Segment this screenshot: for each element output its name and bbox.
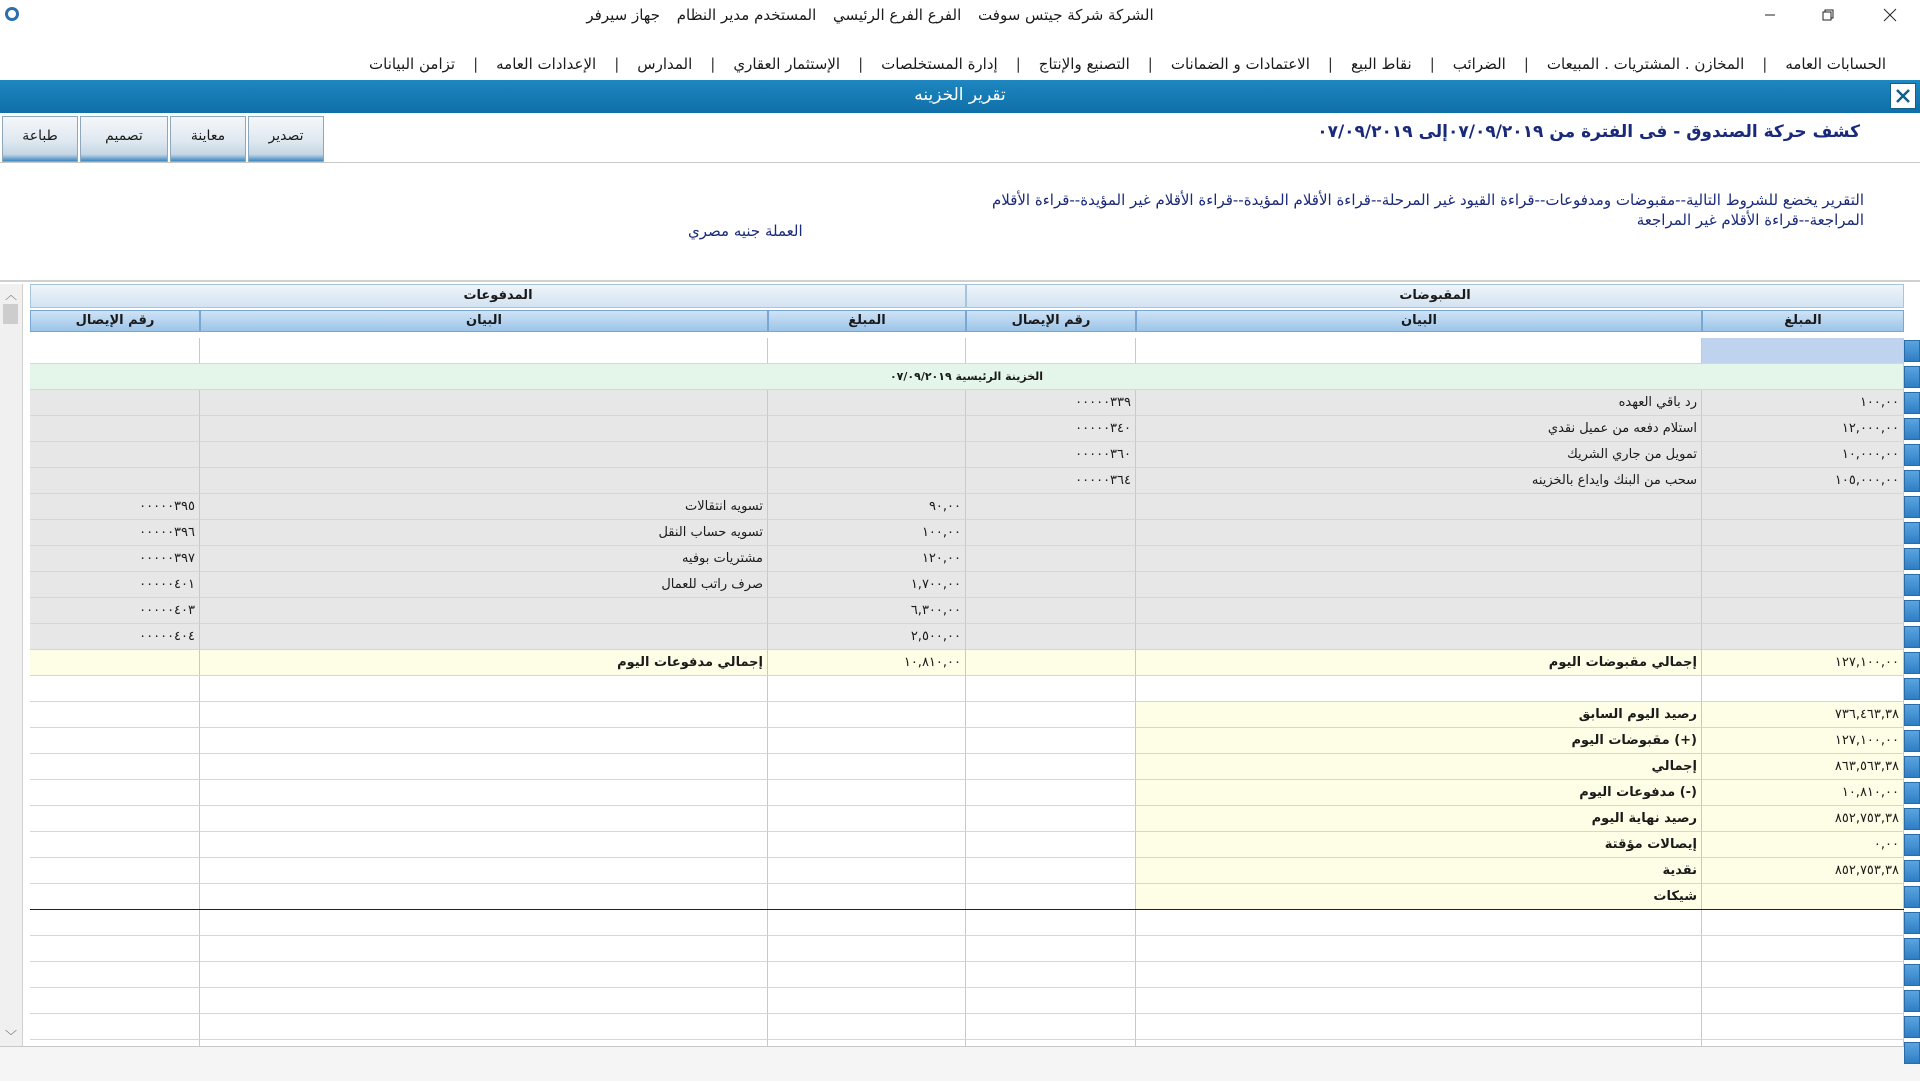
table-row[interactable]	[30, 676, 1904, 702]
row-selector-marker[interactable]	[1904, 808, 1920, 830]
grid-cell	[768, 1014, 966, 1040]
grid-cell	[768, 962, 966, 988]
payment-statement	[200, 598, 768, 624]
row-selector-marker[interactable]	[1904, 678, 1920, 700]
grid-cell	[200, 806, 768, 832]
grid-cell	[30, 676, 200, 702]
grid-cell	[30, 780, 200, 806]
payment-number: ٠٠٠٠٠٣٩٧	[30, 546, 200, 572]
summary-value: ١٠,٨١٠,٠٠	[1702, 780, 1904, 806]
payment-statement: مشتريات بوفيه	[200, 546, 768, 572]
summary-label: نقدية	[1136, 858, 1702, 884]
scroll-thumb[interactable]	[3, 304, 18, 324]
menu-separator: |	[858, 55, 864, 73]
summary-label: (+) مقبوضات اليوم	[1136, 728, 1702, 754]
grid-cell	[768, 936, 966, 962]
summary-label: إجمالي	[1136, 754, 1702, 780]
row-selector-marker[interactable]	[1904, 704, 1920, 726]
row-selector-marker[interactable]	[1904, 1042, 1920, 1064]
payment-statement: تسويه حساب النقل	[200, 520, 768, 546]
summary-value: ٨٦٣,٥٦٣,٣٨	[1702, 754, 1904, 780]
row-selector-marker[interactable]	[1904, 938, 1920, 960]
menu-item[interactable]: المخازن . المشتريات . المبيعات	[1546, 55, 1745, 73]
menu-item[interactable]: الإستثمار العقاري	[733, 55, 841, 73]
summary-value: ٧٣٦,٤٦٣,٣٨	[1702, 702, 1904, 728]
payment-amount: ٢,٥٠٠,٠٠	[768, 624, 966, 650]
grid-cell	[768, 728, 966, 754]
summary-label: إيصالات مؤقتة	[1136, 832, 1702, 858]
payment-amount: ٩٠,٠٠	[768, 494, 966, 520]
row-selector-marker[interactable]	[1904, 418, 1920, 440]
total-payments-value: ١٠,٨١٠,٠٠	[768, 650, 966, 676]
col-receipt-statement[interactable]: البيان	[1136, 310, 1702, 332]
grid-cell	[1702, 624, 1904, 650]
grid-cell	[768, 442, 966, 468]
table-row[interactable]	[30, 390, 1904, 416]
menu-separator: |	[614, 55, 620, 73]
receipt-statement: سحب من البنك وايداع بالخزينه	[1136, 468, 1702, 494]
divider	[0, 280, 1920, 282]
menu-item[interactable]: تزامن البيانات	[369, 55, 456, 73]
status-bar	[0, 1046, 1920, 1081]
table-row[interactable]	[30, 988, 1904, 1014]
grid-cell	[200, 390, 768, 416]
table-row[interactable]	[30, 832, 1904, 858]
grid-cell	[966, 884, 1136, 910]
row-selector-marker[interactable]	[1904, 912, 1920, 934]
treasury-report-grid	[30, 284, 1904, 1046]
summary-value	[1702, 884, 1904, 910]
grid-cell	[1136, 936, 1702, 962]
row-selector-marker[interactable]	[1904, 600, 1920, 622]
row-selector-marker[interactable]	[1904, 730, 1920, 752]
row-selector-marker[interactable]	[1904, 392, 1920, 414]
row-selector-marker[interactable]	[1904, 548, 1920, 570]
grid-cell	[1702, 520, 1904, 546]
grid-cell	[1136, 988, 1702, 1014]
title-branch: الفرع الفرع الرئيسي	[833, 6, 962, 24]
payment-amount: ١٢٠,٠٠	[768, 546, 966, 572]
grid-cell	[200, 1014, 768, 1040]
table-row[interactable]	[30, 598, 1904, 624]
table-row[interactable]	[30, 468, 1904, 494]
close-window-button[interactable]	[1862, 0, 1918, 30]
group-row-label: الخزينة الرئيسية ٠٧/٠٩/٢٠١٩	[30, 364, 1904, 390]
row-selector-marker[interactable]	[1904, 444, 1920, 466]
receipt-number: ٠٠٠٠٠٣٤٠	[966, 416, 1136, 442]
grid-cell	[200, 338, 768, 364]
total-payments-label: إجمالي مدفوعات اليوم	[200, 650, 768, 676]
grid-cell	[200, 962, 768, 988]
payments-section-header: المدفوعات	[30, 284, 966, 308]
grid-cell	[1136, 962, 1702, 988]
minimize-button[interactable]	[1742, 0, 1798, 30]
restore-button[interactable]	[1800, 0, 1856, 30]
grid-cell	[30, 858, 200, 884]
payment-statement: تسويه انتقالات	[200, 494, 768, 520]
grid-cell	[30, 650, 200, 676]
row-selector-marker[interactable]	[1904, 834, 1920, 856]
grid-cell	[1702, 338, 1904, 364]
grid-cell	[966, 494, 1136, 520]
menu-separator: |	[1523, 55, 1529, 73]
receipt-number: ٠٠٠٠٠٣٦٠	[966, 442, 1136, 468]
grid-cell	[200, 884, 768, 910]
menu-item[interactable]: نقاط البيع	[1350, 55, 1412, 73]
grid-cell	[200, 728, 768, 754]
menu-separator: |	[1015, 55, 1021, 73]
grid-cell	[768, 780, 966, 806]
row-selector-marker[interactable]	[1904, 340, 1920, 362]
grid-cell	[30, 702, 200, 728]
title-company: الشركة شركة جيتس سوفت	[978, 6, 1154, 24]
grid-cell	[1136, 572, 1702, 598]
grid-cell	[1136, 910, 1702, 936]
title-server: جهاز سيرفر	[586, 6, 660, 24]
design-button[interactable]: تصميم	[80, 116, 168, 162]
grid-cell	[966, 624, 1136, 650]
grid-cell	[30, 754, 200, 780]
grid-cell	[768, 390, 966, 416]
grid-cell	[966, 832, 1136, 858]
table-row[interactable]	[30, 728, 1904, 754]
grid-cell	[1702, 676, 1904, 702]
col-payment-amount[interactable]: المبلغ	[768, 310, 966, 332]
grid-cell	[30, 936, 200, 962]
summary-value: ١٢٧,١٠٠,٠٠	[1702, 728, 1904, 754]
grid-cell	[768, 468, 966, 494]
report-conditions: التقرير يخضع للشروط التالية--مقبوضات ومدفوعات--قراءة القيود غير المرحلة--قراءة الأقلام المؤيدة--قراءة الأقلام غير المؤيدة--قراءة الأقلام المراجعة--قراءة الأقلام غير المراجعة	[991, 191, 1864, 229]
receipt-amount: ١٠٥,٠٠٠,٠٠	[1702, 468, 1904, 494]
grid-cell	[200, 442, 768, 468]
row-selector-marker[interactable]	[1904, 860, 1920, 882]
row-selector-marker[interactable]	[1904, 470, 1920, 492]
report-heading: كشف حركة الصندوق - فى الفترة من ٠٧/٠٩/٢٠١٩إلى ٠٧/٠٩/٢٠١٩	[1317, 122, 1860, 142]
row-selector-marker[interactable]	[1904, 990, 1920, 1012]
table-row[interactable]	[30, 962, 1904, 988]
preview-button[interactable]: معاينة	[170, 116, 246, 162]
row-selector-marker[interactable]	[1904, 626, 1920, 648]
menu-separator: |	[1147, 55, 1153, 73]
grid-cell	[966, 676, 1136, 702]
table-row[interactable]	[30, 858, 1904, 884]
minimize-icon	[1764, 9, 1776, 21]
grid-cell	[768, 416, 966, 442]
scroll-down-icon[interactable]: ﹀	[4, 1029, 17, 1043]
grid-cell	[200, 754, 768, 780]
grid-cell	[966, 728, 1136, 754]
grid-cell	[1136, 546, 1702, 572]
table-row[interactable]	[30, 780, 1904, 806]
col-receipt-amount[interactable]: المبلغ	[1702, 310, 1904, 332]
row-selector-marker[interactable]	[1904, 496, 1920, 518]
grid-cell	[200, 416, 768, 442]
report-header-band	[0, 80, 1920, 113]
table-row[interactable]	[30, 936, 1904, 962]
grid-cell	[966, 520, 1136, 546]
grid-cell	[200, 468, 768, 494]
table-row[interactable]	[30, 520, 1904, 546]
payment-number: ٠٠٠٠٠٤٠٤	[30, 624, 200, 650]
table-row[interactable]	[30, 1014, 1904, 1040]
grid-cell	[768, 806, 966, 832]
report-title: تقرير الخزينه	[914, 85, 1006, 105]
payment-statement	[200, 624, 768, 650]
grid-cell	[1136, 520, 1702, 546]
table-row[interactable]	[30, 624, 1904, 650]
receipt-statement: رد باقي العهده	[1136, 390, 1702, 416]
grid-cell	[966, 754, 1136, 780]
receipt-statement: تمويل من جاري الشريك	[1136, 442, 1702, 468]
grid-cell	[30, 338, 200, 364]
grid-cell	[966, 650, 1136, 676]
vertical-scrollbar[interactable]	[0, 284, 23, 1046]
receipt-statement: استلام دفعه من عميل نقدي	[1136, 416, 1702, 442]
summary-value: ٨٥٢,٧٥٣,٣٨	[1702, 806, 1904, 832]
menu-separator: |	[1327, 55, 1333, 73]
table-row[interactable]	[30, 754, 1904, 780]
row-selector-marker[interactable]	[1904, 886, 1920, 908]
table-row[interactable]	[30, 364, 1904, 390]
grid-cell	[1136, 1014, 1702, 1040]
receipt-amount: ١٠,٠٠٠,٠٠	[1702, 442, 1904, 468]
grid-cell	[30, 988, 200, 1014]
grid-cell	[966, 780, 1136, 806]
close-icon	[1895, 88, 1911, 104]
summary-label: رصيد نهاية اليوم	[1136, 806, 1702, 832]
payment-number: ٠٠٠٠٠٣٩٥	[30, 494, 200, 520]
menu-item[interactable]: المدارس	[637, 55, 693, 73]
grid-cell	[1702, 572, 1904, 598]
receipt-amount: ١٠٠,٠٠	[1702, 390, 1904, 416]
menu-item[interactable]: الاعتمادات و الضمانات	[1170, 55, 1310, 73]
payment-number: ٠٠٠٠٠٤٠٣	[30, 598, 200, 624]
grid-cell	[200, 858, 768, 884]
close-report-button[interactable]	[1890, 83, 1916, 109]
grid-cell	[200, 702, 768, 728]
grid-cell	[30, 806, 200, 832]
grid-cell	[768, 884, 966, 910]
menu-separator: |	[710, 55, 716, 73]
menu-separator: |	[1429, 55, 1435, 73]
row-selector-marker[interactable]	[1904, 366, 1920, 388]
table-row[interactable]	[30, 884, 1904, 910]
scroll-up-icon[interactable]: ︿	[4, 288, 17, 302]
menu-item[interactable]: التصنيع والإنتاج	[1038, 55, 1130, 73]
grid-cell	[1702, 936, 1904, 962]
summary-label: شيكات	[1136, 884, 1702, 910]
table-row[interactable]	[30, 546, 1904, 572]
grid-cell	[966, 338, 1136, 364]
print-button[interactable]: طباعة	[2, 116, 78, 162]
table-row[interactable]	[30, 416, 1904, 442]
row-selector-marker[interactable]	[1904, 574, 1920, 596]
table-row[interactable]	[30, 494, 1904, 520]
window-title	[0, 6, 1920, 24]
grid-cell	[768, 702, 966, 728]
grid-cell	[966, 962, 1136, 988]
restore-icon	[1822, 9, 1834, 21]
table-row[interactable]	[30, 338, 1904, 364]
grid-cell	[30, 832, 200, 858]
receipt-number: ٠٠٠٠٠٣٦٤	[966, 468, 1136, 494]
grid-cell	[1702, 598, 1904, 624]
total-receipts-value: ١٢٧,١٠٠,٠٠	[1702, 650, 1904, 676]
row-selector-marker[interactable]	[1904, 756, 1920, 778]
table-row[interactable]	[30, 806, 1904, 832]
payment-amount: ١٠٠,٠٠	[768, 520, 966, 546]
close-icon	[1883, 8, 1897, 22]
report-toolbar	[2, 116, 326, 162]
report-currency: العملة جنيه مصري	[688, 222, 803, 240]
grid-cell	[768, 338, 966, 364]
total-receipts-label: إجمالي مقبوضات اليوم	[1136, 650, 1702, 676]
col-payment-number[interactable]: رقم الإيصال	[30, 310, 200, 332]
grid-cell	[200, 780, 768, 806]
payment-amount: ١,٧٠٠,٠٠	[768, 572, 966, 598]
grid-cell	[966, 598, 1136, 624]
grid-cell	[200, 676, 768, 702]
payment-number: ٠٠٠٠٠٣٩٦	[30, 520, 200, 546]
grid-cell	[30, 884, 200, 910]
grid-cell	[30, 468, 200, 494]
payment-amount: ٦,٣٠٠,٠٠	[768, 598, 966, 624]
grid-cell	[1702, 910, 1904, 936]
grid-cell	[30, 728, 200, 754]
export-button[interactable]: تصدير	[248, 116, 324, 162]
grid-cell	[30, 910, 200, 936]
menu-separator: |	[473, 55, 479, 73]
grid-cell	[200, 936, 768, 962]
grid-cell	[966, 546, 1136, 572]
row-selector-marker[interactable]	[1904, 964, 1920, 986]
receipts-section-header: المقبوضات	[966, 284, 1904, 308]
row-selector-marker[interactable]	[1904, 1016, 1920, 1038]
col-payment-statement[interactable]: البيان	[200, 310, 768, 332]
grid-cell	[768, 910, 966, 936]
grid-cell	[30, 390, 200, 416]
grid-cell	[1702, 962, 1904, 988]
grid-cell	[966, 572, 1136, 598]
grid-cell	[200, 910, 768, 936]
grid-cell	[1702, 988, 1904, 1014]
grid-cell	[966, 1014, 1136, 1040]
grid-cell	[768, 754, 966, 780]
row-selector-marker[interactable]	[1904, 522, 1920, 544]
grid-cell	[30, 416, 200, 442]
col-receipt-number[interactable]: رقم الإيصال	[966, 310, 1136, 332]
grid-cell	[966, 858, 1136, 884]
grid-cell	[768, 858, 966, 884]
menu-item[interactable]: الضرائب	[1452, 55, 1506, 73]
title-user: المستخدم مدير النظام	[676, 6, 817, 24]
receipt-amount: ١٢,٠٠٠,٠٠	[1702, 416, 1904, 442]
table-row[interactable]	[30, 702, 1904, 728]
grid-cell	[1136, 494, 1702, 520]
grid-cell	[768, 832, 966, 858]
row-selector-marker[interactable]	[1904, 652, 1920, 674]
payment-number: ٠٠٠٠٠٤٠١	[30, 572, 200, 598]
title-bar	[0, 0, 1920, 30]
table-row[interactable]	[30, 650, 1904, 676]
grid-cell	[966, 988, 1136, 1014]
summary-value: ٠,٠٠	[1702, 832, 1904, 858]
grid-cell	[1702, 494, 1904, 520]
summary-label: رصيد اليوم السابق	[1136, 702, 1702, 728]
grid-cell	[200, 988, 768, 1014]
menu-item[interactable]: إدارة المستخلصات	[881, 55, 998, 73]
summary-value: ٨٥٢,٧٥٣,٣٨	[1702, 858, 1904, 884]
main-menu-bar	[0, 50, 1920, 78]
table-row[interactable]	[30, 572, 1904, 598]
grid-cell	[1702, 1014, 1904, 1040]
grid-cell	[30, 442, 200, 468]
grid-cell	[200, 832, 768, 858]
row-selector-marker[interactable]	[1904, 782, 1920, 804]
grid-cell	[966, 702, 1136, 728]
summary-label: (-) مدفوعات اليوم	[1136, 780, 1702, 806]
menu-item[interactable]: الإعدادات العامه	[496, 55, 597, 73]
grid-cell	[30, 962, 200, 988]
menu-item[interactable]: الحسابات العامه	[1785, 55, 1886, 73]
grid-cell	[1136, 598, 1702, 624]
grid-cell	[30, 1014, 200, 1040]
grid-cell	[966, 806, 1136, 832]
divider	[0, 162, 1920, 163]
grid-cell	[1136, 676, 1702, 702]
grid-cell	[1136, 338, 1702, 364]
grid-cell	[1136, 624, 1702, 650]
payment-statement: صرف راتب للعمال	[200, 572, 768, 598]
grid-cell	[966, 910, 1136, 936]
table-row[interactable]	[30, 910, 1904, 936]
grid-cell	[966, 936, 1136, 962]
table-row[interactable]	[30, 442, 1904, 468]
grid-cell	[1702, 546, 1904, 572]
menu-separator: |	[1762, 55, 1768, 73]
grid-cell	[768, 676, 966, 702]
grid-cell	[768, 988, 966, 1014]
receipt-number: ٠٠٠٠٠٣٣٩	[966, 390, 1136, 416]
